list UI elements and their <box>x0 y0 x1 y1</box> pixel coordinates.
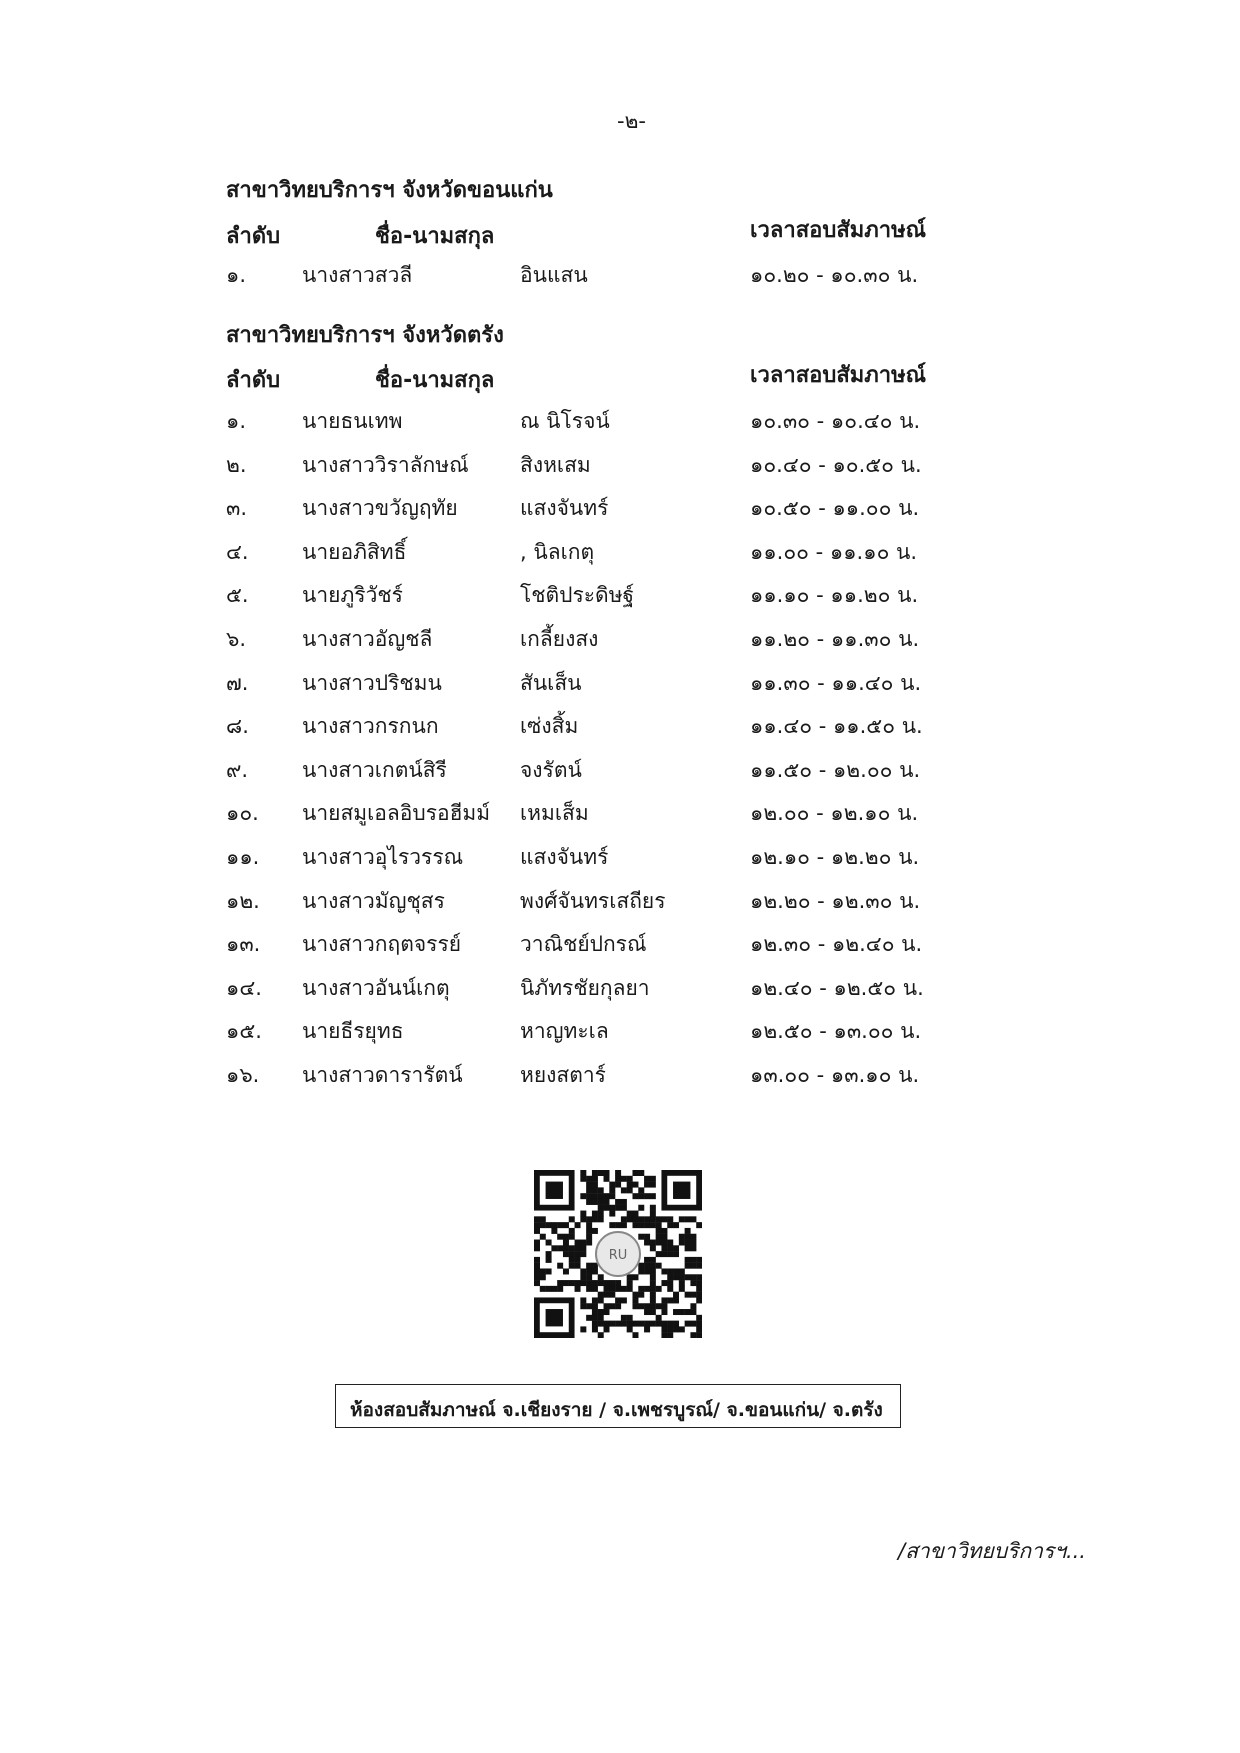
table-row <box>0 667 1240 711</box>
interview-time: ๑๐.๔๐ - ๑๐.๕๐ น. <box>750 452 922 477</box>
row-number: ๔. <box>226 539 249 564</box>
table-row <box>0 536 1240 580</box>
interview-time: ๑๒.๑๐ - ๑๒.๒๐ น. <box>750 845 920 869</box>
row-number: ๑. <box>226 409 247 433</box>
last-name: นิภัทรชัยกุลยา <box>520 975 650 1000</box>
interview-time: ๑๓.๐๐ - ๑๓.๑๐ น. <box>750 1063 920 1087</box>
first-name: นางสาวอุไรวรรณ <box>302 845 464 869</box>
row-number: ๗. <box>226 670 249 695</box>
first-name: นางสาวเกตน์สิรี <box>302 757 447 782</box>
first-name: นางสาวกรกนก <box>302 714 439 739</box>
first-name: นางสาวอัญชลี <box>302 627 433 651</box>
first-name: นางสาวกฤตจรรย์ <box>302 932 462 957</box>
table-row <box>0 972 1240 1016</box>
table-row <box>0 797 1240 841</box>
row-number: ๖. <box>226 627 247 651</box>
column-header-order: ลำดับ <box>226 368 281 393</box>
last-name: , นิลเกตุ <box>520 539 595 564</box>
first-name: นางสาวอันน์เกตุ <box>302 975 450 1000</box>
first-name: นายสมูเอลอิบรอฮีมม์ <box>302 801 491 826</box>
continuation-note: /สาขาวิทยบริการฯ... <box>898 1539 1086 1563</box>
column-header-name: ชื่อ-นามสกุล <box>375 224 495 249</box>
interview-time: ๑๑.๐๐ - ๑๑.๑๐ น. <box>750 539 918 564</box>
interview-time: ๑๒.๕๐ - ๑๓.๐๐ น. <box>750 1019 922 1044</box>
section-title-khonkaen: สาขาวิทยบริการฯ จังหวัดขอนแก่น <box>226 178 553 203</box>
row-number: ๙. <box>226 757 249 782</box>
last-name: แสงจันทร์ <box>520 845 609 869</box>
table-row <box>0 1059 1240 1103</box>
row-number: ๓. <box>226 496 248 521</box>
section-title-trang: สาขาวิทยบริการฯ จังหวัดตรัง <box>226 323 504 348</box>
qr-code-graphic <box>534 1170 702 1338</box>
first-name: นางสาวสวลี <box>302 263 413 287</box>
row-number: ๕. <box>226 583 249 608</box>
last-name: แสงจันทร์ <box>520 496 609 521</box>
interview-time: ๑๐.๕๐ - ๑๑.๐๐ น. <box>750 496 920 521</box>
last-name: เกลี้ยงสง <box>520 627 599 651</box>
column-header-name: ชื่อ-นามสกุล <box>375 368 495 393</box>
first-name: นางสาวดารารัตน์ <box>302 1063 463 1087</box>
column-header-time: เวลาสอบสัมภาษณ์ <box>750 363 927 388</box>
row-number: ๑๐. <box>226 801 259 826</box>
table-row <box>0 841 1240 885</box>
table-row <box>0 579 1240 623</box>
last-name: พงศ์จันทรเสถียร <box>520 888 666 913</box>
last-name: สันเส็น <box>520 670 582 695</box>
interview-time: ๑๒.๐๐ - ๑๒.๑๐ น. <box>750 801 919 826</box>
last-name: เหมเส็ม <box>520 801 589 826</box>
interview-room-box: ห้องสอบสัมภาษณ์ จ.เชียงราย / จ.เพชรบูรณ์/ จ.ขอนแก่น/ จ.ตรัง <box>335 1384 901 1428</box>
last-name: สิงหเสม <box>520 452 591 477</box>
table-row <box>0 259 1240 303</box>
table-row <box>0 885 1240 929</box>
first-name: นางสาวปริชมน <box>302 670 442 695</box>
table-row <box>0 1015 1240 1059</box>
interview-time: ๑๑.๒๐ - ๑๑.๓๐ น. <box>750 627 920 651</box>
first-name: นายธีรยุทธ <box>302 1019 404 1044</box>
column-header-time: เวลาสอบสัมภาษณ์ <box>750 218 927 243</box>
last-name: หยงสตาร์ <box>520 1063 606 1087</box>
first-name: นายธนเทพ <box>302 409 403 433</box>
interview-time: ๑๐.๒๐ - ๑๐.๓๐ น. <box>750 263 919 287</box>
last-name: โชติประดิษฐ์ <box>520 583 635 608</box>
interview-time: ๑๑.๓๐ - ๑๑.๔๐ น. <box>750 670 922 695</box>
first-name: นางสาวขวัญฤทัย <box>302 496 458 521</box>
page-number: -๒- <box>617 109 646 133</box>
row-number: ๒. <box>226 452 247 477</box>
column-header-order: ลำดับ <box>226 224 281 249</box>
first-name: นายอภิสิทธิ์ <box>302 539 407 564</box>
row-number: ๑๓. <box>226 932 261 957</box>
table-row <box>0 623 1240 667</box>
qr-code <box>534 1170 702 1338</box>
interview-time: ๑๒.๒๐ - ๑๒.๓๐ น. <box>750 888 921 913</box>
interview-time: ๑๒.๓๐ - ๑๒.๔๐ น. <box>750 932 923 957</box>
first-name: นายภูริวัชร์ <box>302 583 403 608</box>
logo-text: RU <box>608 1248 628 1263</box>
row-number: ๑๖. <box>226 1063 260 1087</box>
table-row <box>0 449 1240 493</box>
first-name: นางสาววิราลักษณ์ <box>302 452 469 477</box>
table-row <box>0 754 1240 798</box>
last-name: หาญทะเล <box>520 1019 609 1044</box>
last-name: ณ นิโรจน์ <box>520 409 610 433</box>
table-row <box>0 492 1240 536</box>
last-name: วาณิชย์ปกรณ์ <box>520 932 647 957</box>
interview-time: ๑๒.๔๐ - ๑๒.๕๐ น. <box>750 975 924 1000</box>
interview-time: ๑๐.๓๐ - ๑๐.๔๐ น. <box>750 409 921 433</box>
row-number: ๑. <box>226 263 247 287</box>
last-name: เซ่งสิ้ม <box>520 714 579 739</box>
interview-time: ๑๑.๕๐ - ๑๒.๐๐ น. <box>750 757 921 782</box>
first-name: นางสาวมัญชุสร <box>302 888 445 913</box>
last-name: อินแสน <box>520 263 588 287</box>
table-row <box>0 928 1240 972</box>
table-row <box>0 405 1240 449</box>
row-number: ๑๕. <box>226 1019 262 1044</box>
interview-time: ๑๑.๑๐ - ๑๑.๒๐ น. <box>750 583 919 608</box>
row-number: ๑๔. <box>226 975 262 1000</box>
interview-time: ๑๑.๔๐ - ๑๑.๕๐ น. <box>750 714 923 739</box>
last-name: จงรัตน์ <box>520 757 582 782</box>
row-number: ๘. <box>226 714 249 739</box>
row-number: ๑๑. <box>226 845 260 869</box>
row-number: ๑๒. <box>226 888 260 913</box>
table-row <box>0 710 1240 754</box>
